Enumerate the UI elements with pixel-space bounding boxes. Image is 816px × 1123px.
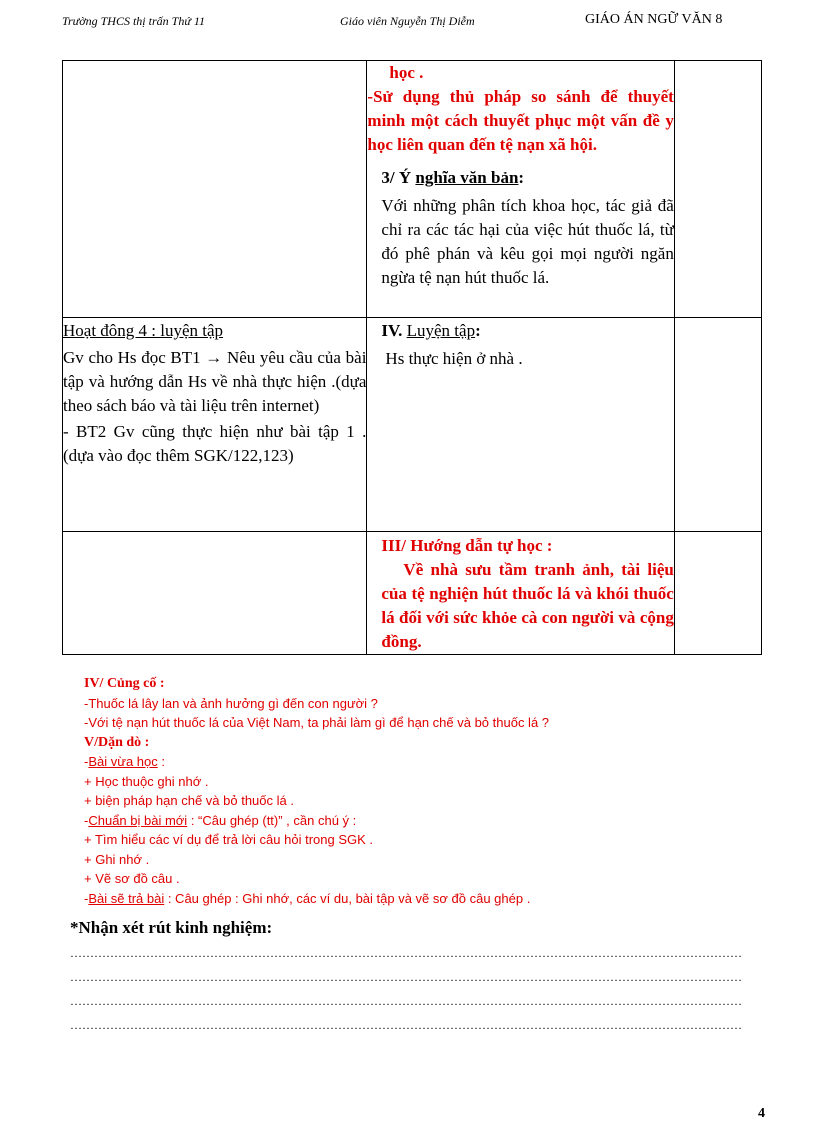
header-teacher: Giáo viên Nguyễn Thị Diễm bbox=[340, 14, 475, 28]
note-cell bbox=[674, 532, 761, 655]
list-item: + Vẽ sơ đồ câu . bbox=[84, 871, 180, 886]
dotted-line: …………………………………………………………………………………………………………………………………………………… bbox=[70, 994, 742, 1008]
section-3-heading: 3/ Ý nghĩa văn bản: bbox=[381, 168, 525, 187]
nhanxet-heading: *Nhận xét rút kinh nghiệm: bbox=[70, 918, 273, 937]
list-item: + Ghi nhớ . bbox=[84, 851, 150, 867]
list-item: -Với tệ nạn hút thuốc lá của Việt Nam, ta phải làm gì để hạn chế và bỏ thuốc lá ? bbox=[84, 715, 550, 730]
header-school: Trường THCS thị trấn Thứ 11 bbox=[62, 14, 205, 28]
list-item: -Thuốc lá lây lan và ảnh hưởng gì đến con người ? bbox=[84, 695, 378, 711]
header-subject: GIÁO ÁN NGỮ VĂN 8 bbox=[585, 12, 723, 27]
activity-paragraph: - BT2 Gv cũng thực hiện như bài tập 1 . (dựa vào đọc thêm SGK/122,123) bbox=[63, 422, 367, 465]
activity-cell bbox=[63, 318, 367, 532]
list-item: + Tìm hiểu các ví dụ để trả lời câu hỏi trong SGK . bbox=[84, 832, 374, 847]
dotted-line: …………………………………………………………………………………………………………………………………………………… bbox=[70, 946, 742, 960]
table-row bbox=[63, 61, 762, 318]
red-text: học . bbox=[389, 63, 424, 82]
content-cell bbox=[367, 61, 674, 318]
guide-body: Về nhà sưu tầm tranh ảnh, tài liệu của tệ nghiện hút thuốc lá và khói thuốc lá đối với sức khỏe cà con người và cộng đồng. bbox=[381, 560, 674, 651]
list-item: -Bài sẽ trả bài : Câu ghép : Ghi nhớ, các ví du, bài tập và vẽ sơ đồ câu ghép . bbox=[84, 890, 531, 906]
list-item: -Bài vừa học : bbox=[84, 754, 165, 769]
section-3-body: Với những phân tích khoa học, tác giả đã chỉ ra các tác hại của việc hút thuốc lá, từ đó phê phán và kêu gọi mọi người ngăn ngừa tệ nạn hút thuốc lá. bbox=[381, 196, 674, 287]
cungco-heading: IV/ Củng cố : bbox=[84, 676, 165, 691]
activity-paragraph: Gv cho Hs đọc BT1 → Nêu yêu cầu của bài tập và hướng dẫn Hs về nhà thực hiện .(dựa theo sách báo và tài liệu trên internet) bbox=[63, 348, 367, 415]
table-row bbox=[63, 318, 762, 532]
note-cell bbox=[674, 61, 761, 318]
content-cell bbox=[367, 532, 674, 655]
activity-heading: Hoạt đông 4 : luyện tập bbox=[63, 321, 224, 340]
list-item: + Học thuộc ghi nhớ . bbox=[84, 773, 209, 789]
note-cell bbox=[674, 318, 761, 532]
list-item: + biện pháp hạn chế và bỏ thuốc lá . bbox=[84, 793, 294, 808]
activity-cell bbox=[63, 61, 367, 318]
dando-heading: V/Dặn dò : bbox=[84, 734, 150, 750]
guide-heading: III/ Hướng dẫn tự học : bbox=[381, 536, 553, 555]
page-number: 4 bbox=[758, 1106, 765, 1121]
content-cell bbox=[367, 318, 674, 532]
after-section bbox=[84, 674, 764, 908]
list-item: -Chuẩn bị bài mới : “Câu ghép (tt)” , cần chú ý : bbox=[84, 812, 357, 828]
dotted-line: …………………………………………………………………………………………………………………………………………………… bbox=[70, 970, 742, 984]
section-4-body: Hs thực hiện ở nhà . bbox=[385, 349, 523, 368]
red-text: -Sử dụng thủ pháp so sánh để thuyết minh một cách thuyết phục một vấn đề y học liên quan đến tệ nạn xã hội. bbox=[367, 87, 674, 154]
lesson-table bbox=[62, 60, 762, 655]
dotted-line: …………………………………………………………………………………………………………………………………………………… bbox=[70, 1018, 742, 1032]
activity-cell bbox=[63, 532, 367, 655]
table-row bbox=[63, 532, 762, 655]
section-4-heading: IV. Luyện tập: bbox=[381, 321, 481, 340]
